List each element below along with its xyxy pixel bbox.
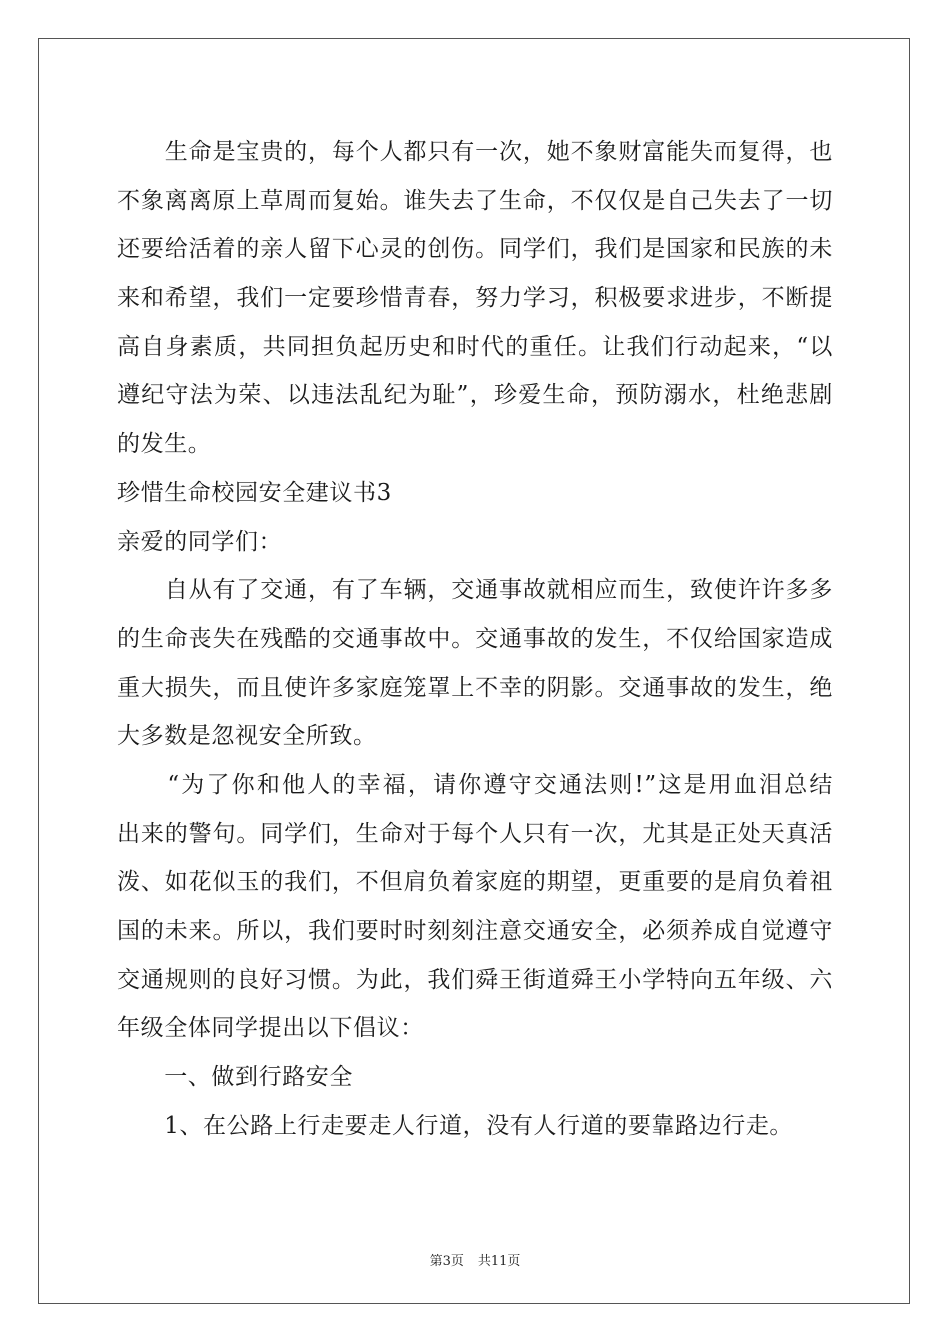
text-line: 重大损失，而且使许多家庭笼罩上不幸的阴影。交通事故的发生，绝 [117,674,833,701]
text-line: 高自身素质，共同担负起历史和时代的重任。让我们行动起来，“以 [117,333,833,360]
subheading: 一、做到行路安全 [117,1064,353,1091]
page-footer [0,1250,950,1269]
text-line: 出来的警句。同学们，生命对于每个人只有一次，尤其是正处天真活 [117,820,833,847]
text-line: 生命是宝贵的，每个人都只有一次，她不象财富能失而复得，也 [117,139,833,165]
document-body [117,128,833,1150]
text-line: “为了你和他人的幸福，请你遵守交通法则!”这是用血泪总结 [117,771,833,798]
text-line: 不象离离原上草周而复始。谁失去了生命，不仅仅是自己失去了一切 [117,187,833,214]
text-line: 国的未来。所以，我们要时时刻刻注意交通安全，必须养成自觉遵守 [117,918,833,944]
text-line: 交通规则的良好习惯。为此，我们舜王街道舜王小学特向五年级、六 [117,966,833,993]
section-heading: 珍惜生命校园安全建议书3 [117,479,392,506]
salutation: 亲爱的同学们： [117,528,283,555]
text-line: 还要给活着的亲人留下心灵的创伤。同学们，我们是国家和民族的未 [117,236,833,263]
text-line: 的生命丧失在残酷的交通事故中。交通事故的发生，不仅给国家造成 [117,625,833,652]
text-line: 年级全体同学提出以下倡议： [117,1015,424,1042]
text-line: 的发生。 [117,431,212,458]
text-line: 遵纪守法为荣、以违法乱纪为耻”，珍爱生命，预防溺水，杜绝悲剧 [117,382,833,409]
list-item: 1、在公路上行走要走人行道，没有人行道的要靠路边行走。 [117,1112,794,1139]
text-line: 大多数是忽视安全所致。 [117,723,377,750]
page-total: 共11页 [477,1254,521,1269]
text-line: 自从有了交通，有了车辆，交通事故就相应而生，致使许许多多 [117,577,833,604]
page-number: 第3页 [429,1254,464,1269]
text-line: 来和希望，我们一定要珍惜青春，努力学习，积极要求进步，不断提 [117,285,833,312]
text-line: 泼、如花似玉的我们，不但肩负着家庭的期望，更重要的是肩负着祖 [117,869,833,896]
